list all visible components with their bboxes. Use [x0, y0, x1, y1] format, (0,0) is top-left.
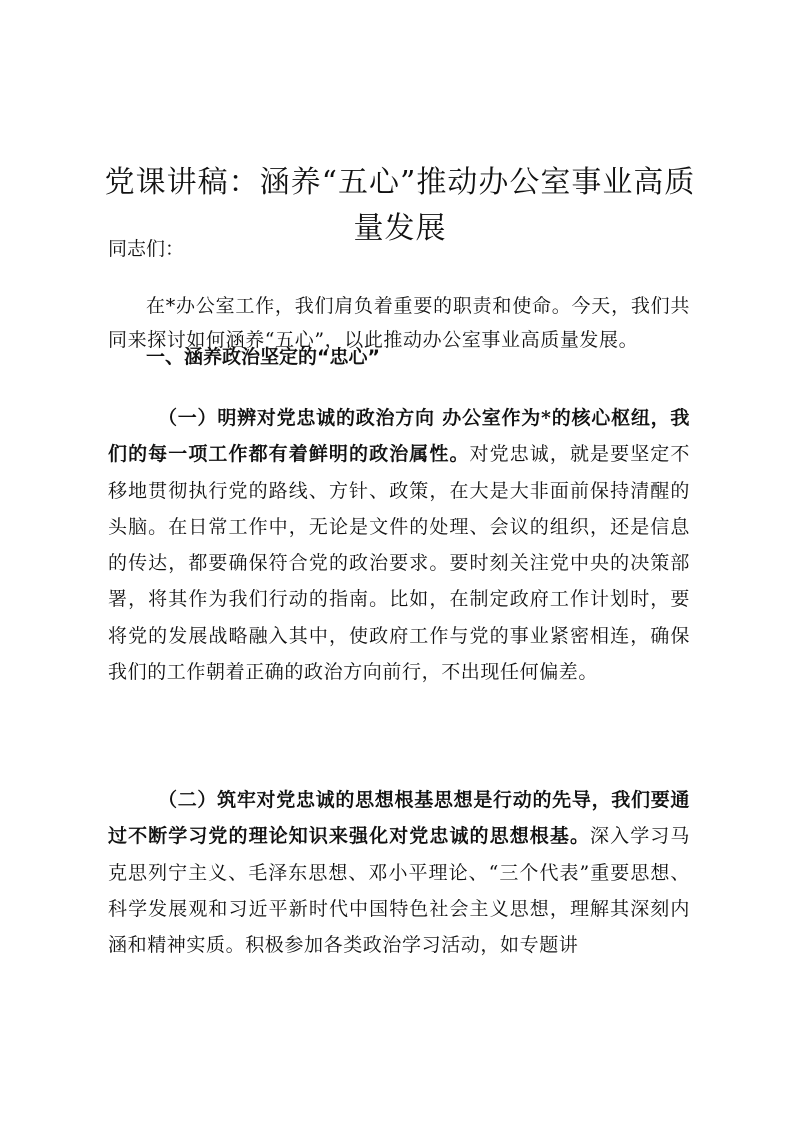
- document-title: 党课讲稿：涵养“五心”推动办公室事业高质量发展: [104, 165, 696, 247]
- subsection-1-lead: （一）明辨对党忠诚的政治方向 办公室作为*的核心枢纽，我们的每一项工作都有着鲜明的政治属性。: [108, 407, 690, 466]
- subsection-2-paragraph: [108, 782, 690, 963]
- subsection-2-body: 深入学习马克思列宁主义、毛泽东思想、邓小平理论、“三个代表”重要思想、科学发展观和习近平新时代中国特色社会主义思想，理解其深刻内涵和精神实质。积极参加各类政治学习活动，如专题讲: [108, 825, 690, 957]
- intro-paragraph: 在*办公室工作，我们肩负着重要的职责和使命。今天，我们共同来探讨如何涵养“五心”，以此推动办公室事业高质量发展。: [108, 295, 690, 351]
- salutation: 同志们：: [108, 238, 185, 260]
- subsection-1-body: 对党忠诚，就是要坚定不移地贯彻执行党的路线、方针、政策，在大是大非面前保持清醒的头脑。在日常工作中，无论是文件的处理、会议的组织，还是信息的传达，都要确保符合党的政治要求。要时刻关注党中央的决策部署，将其作为我们行动的指南。比如，在制定政府工作计划时，要将党的发展战略融入其中，使政府工作与党的事业紧密相连，确保我们的工作朝着正确的政治方向前行，不出现任何偏差。: [108, 443, 690, 684]
- section-heading-loyalty: 一、涵养政治坚定的“忠心”: [146, 346, 380, 368]
- subsection-2-lead: （二）筑牢对党忠诚的思想根基思想是行动的先导，我们要通过不断学习党的理论知识来强化对党忠诚的思想根基。: [108, 789, 690, 848]
- subsection-1-paragraph: [108, 400, 690, 690]
